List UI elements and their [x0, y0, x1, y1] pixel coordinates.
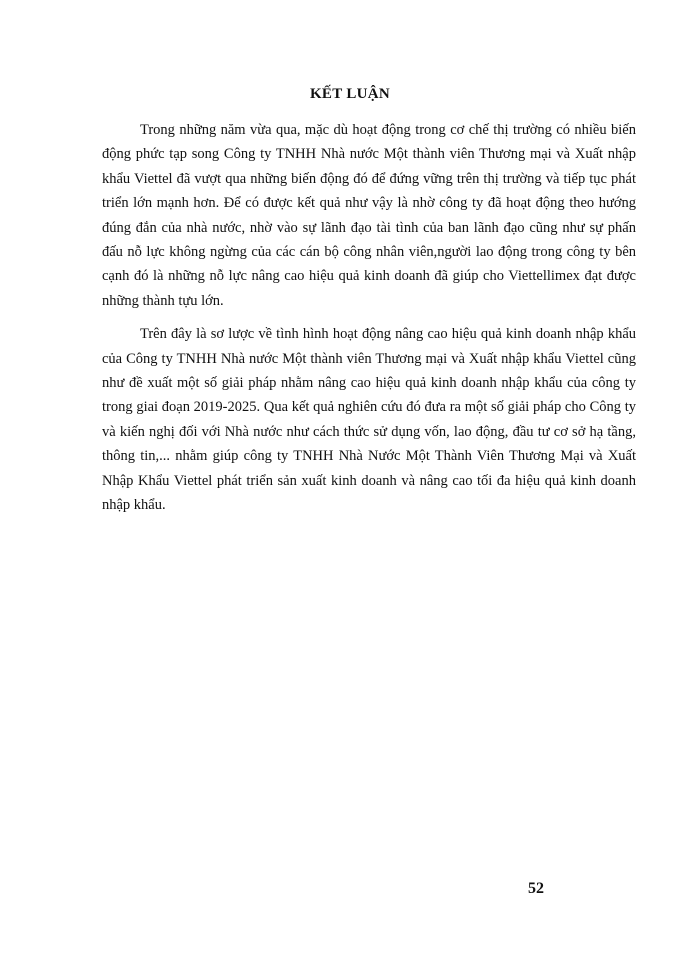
- page-title: KẾT LUẬN: [309, 86, 391, 102]
- paragraph: Trong những năm vừa qua, mặc dù hoạt động trong cơ chế thị trường có nhiều biến động phức tạp song Công ty TNHH Nhà nước Một thành viên Thương mại và Xuất nhập khẩu Viettel đã vượt qua những biến động đó để đứng vững trên thị trường và tiếp tục phát triển lớn mạnh hơn. Để có được kết quả như vậy là nhờ công ty đã hoạt động theo hướng đúng đắn của nhà nước, nhờ vào sự lãnh đạo tài tình của ban lãnh đạo cũng như sự phấn đấu nỗ lực không ngừng của các cán bộ công nhân viên,người lao động trong công ty bên cạnh đó là những nỗ lực nâng cao hiệu quả kinh doanh đã giúp cho Viettellimex đạt được những thành tựu lớn.: [102, 122, 636, 309]
- page-number: 52: [528, 880, 544, 897]
- paragraph: Trên đây là sơ lược về tình hình hoạt động nâng cao hiệu quả kinh doanh nhập khẩu của Công ty TNHH Nhà nước Một thành viên Thương mại và Xuất nhập khẩu Viettel cũng như đề xuất một số giải pháp nhằm nâng cao hiệu quả kinh doanh nhập khẩu của công ty trong giai đoạn 2019-2025. Qua kết quả nghiên cứu đó đưa ra một số giải pháp cho Công ty và kiến nghị đối với Nhà nước như cách thức sử dụng vốn, lao động, đầu tư cơ sở hạ tầng, thông tin,... nhằm giúp công ty TNHH Nhà Nước Một Thành Viên Thương Mại và Xuất Nhập Khẩu Viettel phát triển sản xuất kinh doanh và nâng cao tối đa hiệu quả kinh doanh nhập khẩu.: [102, 326, 636, 514]
- body-text: [102, 118, 636, 527]
